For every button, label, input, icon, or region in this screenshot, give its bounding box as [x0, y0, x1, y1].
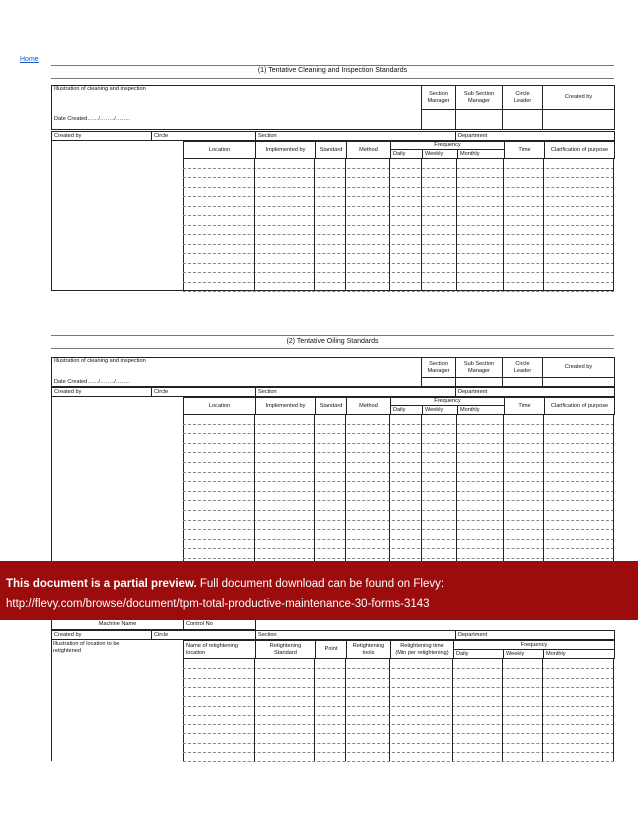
preview-notice: This document is a partial preview. Full document download can be found on Flevy: — [6, 578, 445, 590]
section2-title: (2) Tentative Oiling Standards — [286, 338, 379, 345]
machine-name-label: Machine Name — [52, 620, 184, 629]
col-standard: Standard — [316, 398, 347, 415]
circle-label: Circle — [152, 132, 256, 141]
col-location: Location — [184, 142, 256, 159]
circle-label: Circle — [152, 631, 256, 640]
section1-column-headers — [183, 141, 615, 159]
section1-title: (1) Tentative Cleaning and Inspection Standards — [257, 67, 408, 74]
blank-column-line — [456, 158, 457, 291]
blank-column-line — [613, 158, 614, 291]
circle-leader-cell: Circle Leader — [503, 358, 543, 378]
col-weekly: Weekly — [504, 650, 544, 659]
blank-column-line — [452, 659, 453, 761]
col-monthly: Monthly — [458, 150, 505, 159]
section2-body-cols — [183, 414, 614, 561]
blank-column-line — [542, 659, 543, 761]
department-label: Department — [456, 631, 615, 640]
col-method: Method — [347, 398, 391, 415]
circle-label: Circle — [152, 388, 256, 397]
section1-bottom — [51, 290, 614, 291]
section2-column-headers — [183, 397, 615, 415]
section2-created-row — [51, 387, 615, 397]
top-divider — [51, 65, 614, 66]
blank-column-line — [314, 659, 315, 761]
sub-section-manager-cell: Sub Section Manager — [456, 86, 503, 110]
section-label: Section — [256, 132, 456, 141]
control-no-label: Control No — [184, 620, 256, 629]
section-manager-cell: Section Manager — [422, 86, 456, 110]
section3-created-row — [51, 630, 615, 640]
date-created: Date Created……/……../…….. — [52, 378, 422, 387]
col-frequency: Frequency — [391, 142, 505, 150]
home-link[interactable]: Home — [20, 56, 39, 63]
col-time: Time — [505, 142, 545, 159]
illustration-label: Illustration of cleaning and inspection — [52, 358, 422, 378]
blank-column-line — [314, 158, 315, 291]
blank-column-line — [254, 414, 255, 561]
department-label: Department — [456, 388, 615, 397]
blank-column-line — [389, 659, 390, 761]
section2-title-rule — [51, 348, 614, 349]
section2-top-rule — [51, 335, 614, 336]
blank-column-line — [543, 414, 544, 561]
created-by-box: Created by — [543, 358, 615, 378]
blank-column-line — [456, 414, 457, 561]
col-clarification: Clarification of purpose — [545, 398, 615, 415]
col-monthly: Monthly — [544, 650, 615, 659]
col-daily: Daily — [391, 150, 423, 159]
col-standard: Standard — [316, 142, 347, 159]
created-by-label: Created by — [52, 631, 152, 640]
col-standard: Retightening Standard — [256, 641, 316, 659]
preview-banner — [0, 561, 638, 620]
blank-column-line — [503, 414, 504, 561]
created-by-label: Created by — [52, 132, 152, 141]
blank-column-line — [613, 659, 614, 761]
col-point: Point — [316, 641, 347, 659]
col-daily: Daily — [391, 406, 423, 415]
date-created: Date Created……/……../…….. — [52, 110, 422, 130]
circle-leader-cell: Circle Leader — [503, 86, 543, 110]
col-tools: Retightening tools — [347, 641, 391, 659]
col-frequency: Frequency — [391, 398, 505, 406]
blank-column-line — [345, 158, 346, 291]
blank-column-line — [543, 158, 544, 291]
blank-row-line — [183, 291, 614, 292]
col-clarification: Clarification of purpose — [545, 142, 615, 159]
col-monthly: Monthly — [458, 406, 505, 415]
created-by-label: Created by — [52, 388, 152, 397]
blank-column-line — [345, 414, 346, 561]
section2-left-border — [51, 397, 52, 561]
blank-row-line — [183, 761, 614, 762]
section-label: Section — [256, 631, 456, 640]
col-method: Method — [347, 142, 391, 159]
section1-body-cols — [183, 158, 614, 291]
col-implemented-by: Implemented by — [256, 142, 316, 159]
col-location: Name of retightening location — [184, 641, 256, 659]
blank-column-line — [502, 659, 503, 761]
blank-column-line — [613, 414, 614, 561]
col-time: Retightening time (Min per retightening) — [391, 641, 454, 659]
illustration-label: Illustration of cleaning and inspection — [52, 86, 422, 110]
col-time: Time — [505, 398, 545, 415]
section-label: Section — [256, 388, 456, 397]
section1-header-table — [51, 85, 615, 130]
blank-column-line — [254, 659, 255, 761]
section2-header-table — [51, 357, 615, 387]
col-weekly: Weekly — [423, 150, 458, 159]
blank-column-line — [254, 158, 255, 291]
col-weekly: Weekly — [423, 406, 458, 415]
section3-header-table — [51, 620, 615, 630]
blank-column-line — [421, 158, 422, 291]
section3-left-border — [51, 620, 52, 761]
col-frequency: Frequency — [454, 641, 615, 650]
section1-created-row — [51, 131, 615, 141]
blank-column-line — [389, 414, 390, 561]
department-label: Department — [456, 132, 615, 141]
sub-section-manager-cell: Sub Section Manager — [456, 358, 503, 378]
section3-column-headers — [183, 640, 615, 659]
section3-body-cols — [183, 659, 614, 761]
section1-left-border — [51, 141, 52, 291]
illustration-label: Illustration of location to be retightened — [53, 641, 120, 654]
blank-column-line — [345, 659, 346, 761]
section1-title-rule — [51, 78, 614, 79]
blank-column-line — [314, 414, 315, 561]
blank-column-line — [421, 414, 422, 561]
blank-column-line — [389, 158, 390, 291]
blank-column-line — [503, 158, 504, 291]
col-location: Location — [184, 398, 256, 415]
col-daily: Daily — [454, 650, 504, 659]
section-manager-cell: Section Manager — [422, 358, 456, 378]
download-link[interactable]: http://flevy.com/browse/document/tpm-total-productive-maintenance-30-forms-3143 — [6, 598, 430, 610]
col-implemented-by: Implemented by — [256, 398, 316, 415]
created-by-box: Created by — [543, 86, 615, 110]
